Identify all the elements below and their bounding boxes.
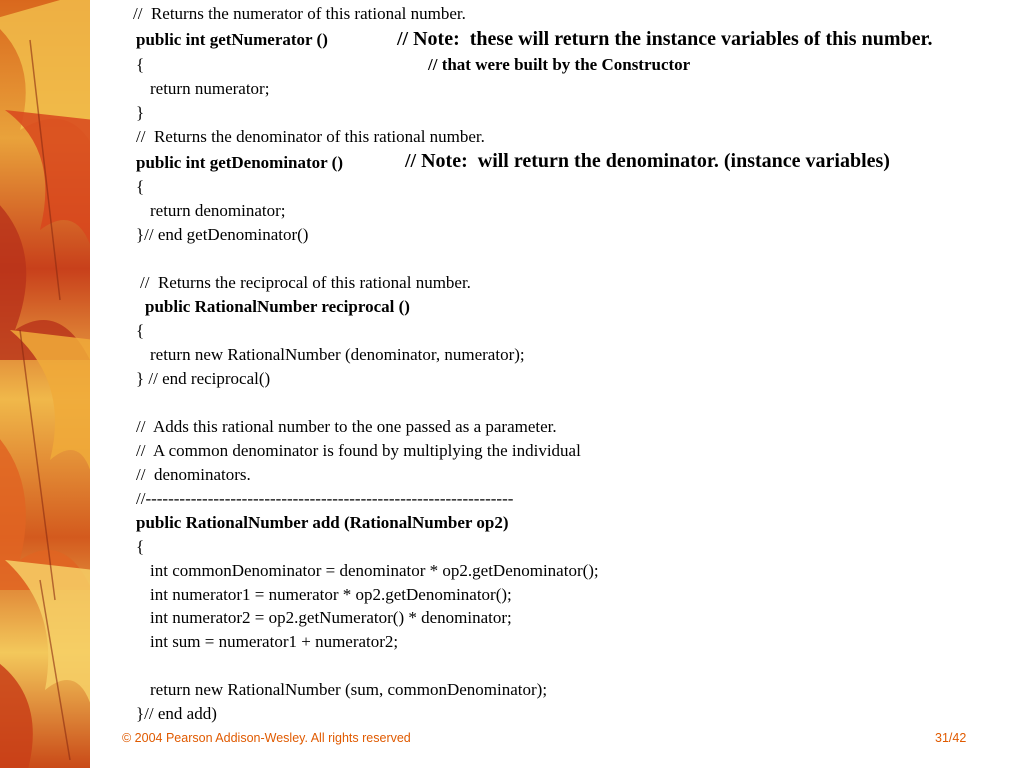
open-brace: {: [136, 55, 145, 74]
comment-divider: //-----------------------------------------------------------------: [136, 489, 514, 508]
open-brace: {: [136, 537, 145, 556]
sum-line: int sum = numerator1 + numerator2;: [150, 632, 399, 651]
comment-add-1: // Adds this rational number to the one passed as a parameter.: [136, 417, 557, 436]
autumn-leaves-decoration: [0, 0, 90, 768]
return-denominator: return denominator;: [150, 201, 286, 220]
end-getdenominator: }// end getDenominator(): [136, 225, 309, 244]
end-add: }// end add): [136, 704, 217, 723]
comment-reciprocal: // Returns the reciprocal of this rational number.: [140, 273, 471, 292]
numerator1-line: int numerator1 = numerator * op2.getDenominator();: [150, 585, 512, 604]
comment-numerator: // Returns the numerator of this rational number.: [133, 4, 466, 23]
return-reciprocal: return new RationalNumber (denominator, numerator);: [150, 345, 525, 364]
open-brace: {: [136, 321, 145, 340]
return-sum-line: return new RationalNumber (sum, commonDenominator);: [150, 680, 548, 699]
method-getnumerator-signature: public int getNumerator (): [136, 30, 328, 49]
common-denominator-line: int commonDenominator = denominator * op2.getDenominator();: [150, 561, 599, 580]
close-brace: }: [136, 103, 145, 122]
return-numerator: return numerator;: [150, 79, 270, 98]
note-instance-variables: // Note: these will return the instance variables of this number.: [397, 28, 933, 50]
comment-add-3: // denominators.: [136, 465, 251, 484]
note-constructor: // that were built by the Constructor: [428, 55, 691, 74]
method-getdenominator-signature: public int getDenominator (): [136, 153, 343, 172]
leaf-pattern-icon: [0, 0, 90, 768]
note-denominator: // Note: will return the denominator. (instance variables): [405, 150, 890, 172]
open-brace: {: [136, 177, 145, 196]
page-number: 31/42: [935, 731, 967, 745]
comment-add-2: // A common denominator is found by multiplying the individual: [136, 441, 581, 460]
copyright-footer: © 2004 Pearson Addison-Wesley. All rights reserved: [122, 731, 411, 745]
numerator2-line: int numerator2 = op2.getNumerator() * denominator;: [150, 608, 512, 627]
method-reciprocal-signature: public RationalNumber reciprocal (): [145, 297, 410, 316]
method-add-signature: public RationalNumber add (RationalNumber op2): [136, 513, 509, 532]
end-reciprocal: } // end reciprocal(): [136, 369, 271, 388]
comment-denominator: // Returns the denominator of this rational number.: [136, 127, 485, 146]
